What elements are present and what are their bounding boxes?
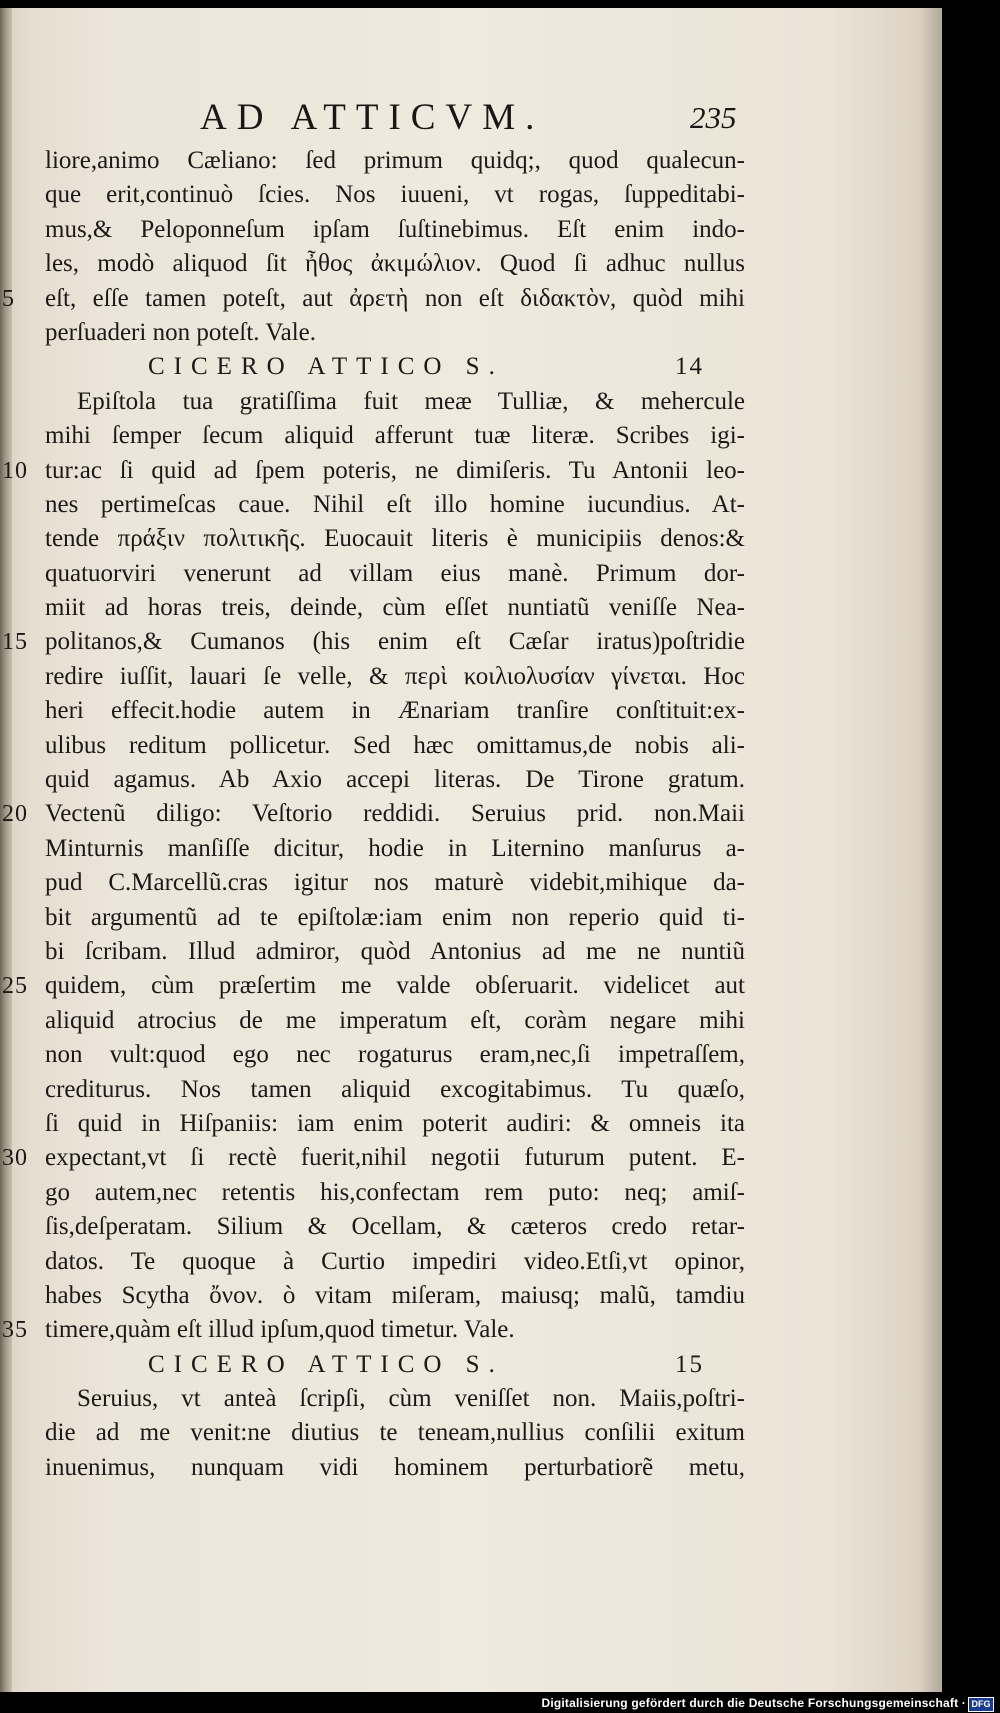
text-line xyxy=(45,1038,745,1072)
text-line xyxy=(45,557,745,591)
text-line-content: nes pertimeſcas caue. Nihil eſt illo homine iucundius. At- xyxy=(45,490,745,518)
text-line xyxy=(45,591,745,625)
text-line xyxy=(45,419,745,453)
text-line-content: go autem,nec retentis his,confectam rem puto: neq; amiſ- xyxy=(45,1178,745,1206)
text-line-content: eſt, eſſe tamen poteſt, aut ἀρετὴ non eſt διδακτὸν, quòd mihi xyxy=(45,284,745,312)
text-line-content: habes Scytha ὄνον. ò vitam miſeram, maiusq; malũ, tamdiu xyxy=(45,1281,745,1309)
text-line-content: mus,& Peloponneſum ipſam ſuſtinebimus. Eſt enim indo- xyxy=(45,215,745,243)
text-line-content: die ad me venit:ne diutius te teneam,nullius conſilii exitum xyxy=(45,1419,745,1447)
text-line-content: liore,animo Cæliano: ſed primum quidq;, quod qualecun- xyxy=(45,147,745,174)
text-line xyxy=(2,1313,745,1347)
text-line xyxy=(45,213,745,247)
text-line-content: quidem, cùm præſertim me valde obſeruarit. videlicet aut xyxy=(45,972,745,1000)
text-line-content: datos. Te quoque à Curtio impediri video.Etſi,vt opinor, xyxy=(45,1247,745,1275)
text-line-content: bi ſcribam. Illud admiror, quòd Antonius ad me ne nuntiũ xyxy=(45,937,745,965)
margin-line-number: 20 xyxy=(2,801,28,828)
text-line-content: Seruius, vt anteà ſcripſi, cùm veniſſet non. Maiis,poſtri- xyxy=(77,1385,745,1413)
text-line xyxy=(45,1279,745,1313)
page-number: 235 xyxy=(690,100,737,135)
margin-line-number: 25 xyxy=(2,973,28,1000)
margin-line-number: 10 xyxy=(2,457,28,484)
text-block xyxy=(2,144,745,1485)
text-line-content: Epiſtola tua gratiſſima fuit meæ Tulliæ, & mehercule xyxy=(77,387,745,415)
text-line xyxy=(45,901,745,935)
text-line xyxy=(2,282,745,316)
text-line xyxy=(45,1210,745,1244)
text-line-content: perſuaderi non poteſt. Vale. xyxy=(45,318,316,346)
binding-edge xyxy=(0,8,12,1692)
text-line-content: crediturus. Nos tamen aliquid excogitabimus. Tu quæſo, xyxy=(45,1075,745,1103)
text-line xyxy=(45,488,745,522)
text-line xyxy=(45,178,745,212)
text-line xyxy=(45,385,745,419)
text-line xyxy=(45,1382,745,1416)
text-line-content: heri effecit.hodie autem in Ænariam tranſire conſtituit:ex- xyxy=(45,697,745,725)
text-line xyxy=(45,522,745,556)
text-line xyxy=(45,144,745,178)
text-line xyxy=(45,935,745,969)
text-line-content: mihi ſemper ſecum aliquid afferunt tuæ literæ. Scribes igi- xyxy=(45,422,745,450)
text-line-content: miit ad horas treis, deinde, cùm eſſet nuntiatũ veniſſe Nea- xyxy=(45,594,745,622)
letter-heading xyxy=(45,350,745,384)
letter-heading xyxy=(45,1348,745,1382)
text-line xyxy=(45,694,745,728)
text-line xyxy=(2,1141,745,1175)
text-line xyxy=(45,832,745,866)
letter-heading-title: CICERO ATTICO S. xyxy=(148,353,504,381)
text-line xyxy=(45,729,745,763)
text-line-content: les, modò aliquod ſit ἦθος ἀκιμώλιον. Quod ſi adhuc nullus xyxy=(45,250,745,278)
page-edge-shadow xyxy=(920,8,940,1692)
text-line-content: quid agamus. Ab Axio accepi literas. De Tirone gratum. xyxy=(45,766,745,794)
text-line-content: ſi quid in Hiſpaniis: iam enim poterit audiri: & omneis ita xyxy=(45,1109,745,1137)
text-line-content: politanos,& Cumanos (his enim eſt Cæſar iratus)poſtridie xyxy=(45,628,745,656)
text-line-content: redire iuſſit, lauari ſe velle, & περὶ κοιλιολυσίαν γίνεται. Hoc xyxy=(45,662,745,690)
text-line-content: Vectenũ diligo: Veſtorio reddidi. Seruius prid. non.Maii xyxy=(45,800,745,828)
text-line xyxy=(45,316,745,350)
text-line xyxy=(2,969,745,1003)
text-line-content: quatuorviri venerunt ad villam eius manè. Primum dor- xyxy=(45,559,745,587)
margin-line-number: 35 xyxy=(2,1317,28,1344)
text-line xyxy=(45,247,745,281)
text-line-content: ulibus reditum pollicetur. Sed hæc omittamus,de nobis ali- xyxy=(45,731,745,759)
footer-credit: Digitalisierung gefördert durch die Deutsche Forschungsgemeinschaft · xyxy=(541,1696,966,1710)
text-line-content: expectant,vt ſi rectè fuerit,nihil negotii futurum putent. E- xyxy=(45,1144,745,1172)
book-page xyxy=(0,8,942,1692)
letter-heading-title: CICERO ATTICO S. xyxy=(148,1350,504,1378)
text-line-content: inuenimus, nunquam vidi hominem perturbatiorẽ metu, xyxy=(45,1453,745,1481)
text-line xyxy=(45,1073,745,1107)
footer-bar xyxy=(0,1695,1000,1713)
text-line-content: aliquid atrocius de me imperatum eſt, coràm negare mihi xyxy=(45,1006,745,1034)
margin-line-number: 30 xyxy=(2,1145,28,1172)
margin-line-number: 15 xyxy=(2,629,28,656)
margin-line-number: 5 xyxy=(2,285,15,312)
letter-number: 15 xyxy=(675,1350,704,1378)
text-line-content: que erit,continuò ſcies. Nos iuueni, vt rogas, ſuppeditabi- xyxy=(45,181,745,209)
text-line xyxy=(2,625,745,659)
text-line-content: pud C.Marcellũ.cras igitur nos maturè videbit,mihique da- xyxy=(45,869,745,897)
text-line xyxy=(45,763,745,797)
text-line xyxy=(45,1176,745,1210)
text-line-content: bit argumentũ ad te epiſtolæ:iam enim non reperio quid ti- xyxy=(45,903,745,931)
text-line-content: timere,quàm eſt illud ipſum,quod timetur. Vale. xyxy=(45,1316,515,1344)
text-line xyxy=(45,1107,745,1141)
letter-number: 14 xyxy=(675,353,704,381)
text-line-content: non vult:quod ego nec rogaturus eram,nec,ſi impetraſſem, xyxy=(45,1041,745,1069)
text-line xyxy=(45,1416,745,1450)
text-line xyxy=(45,1245,745,1279)
text-line-content: Minturnis manſiſſe dicitur, hodie in Liternino manſurus a- xyxy=(45,834,745,862)
text-line-content: tur:ac ſi quid ad ſpem poteris, ne dimiſeris. Tu Antonii leo- xyxy=(45,456,745,484)
dfg-logo-icon: DFG xyxy=(968,1697,994,1712)
text-line xyxy=(2,797,745,831)
text-line-content: ſis,deſperatam. Silium & Ocellam, & cæteros credo retar- xyxy=(45,1213,745,1241)
text-line xyxy=(45,660,745,694)
text-line-content: tende πράξιν πολιτικῆς. Euocauit literis è municipiis denos:& xyxy=(45,525,745,553)
running-head: AD ATTICVM. xyxy=(200,97,545,138)
text-line xyxy=(45,1004,745,1038)
text-line xyxy=(45,1451,745,1485)
text-line xyxy=(2,454,745,488)
text-line xyxy=(45,866,745,900)
